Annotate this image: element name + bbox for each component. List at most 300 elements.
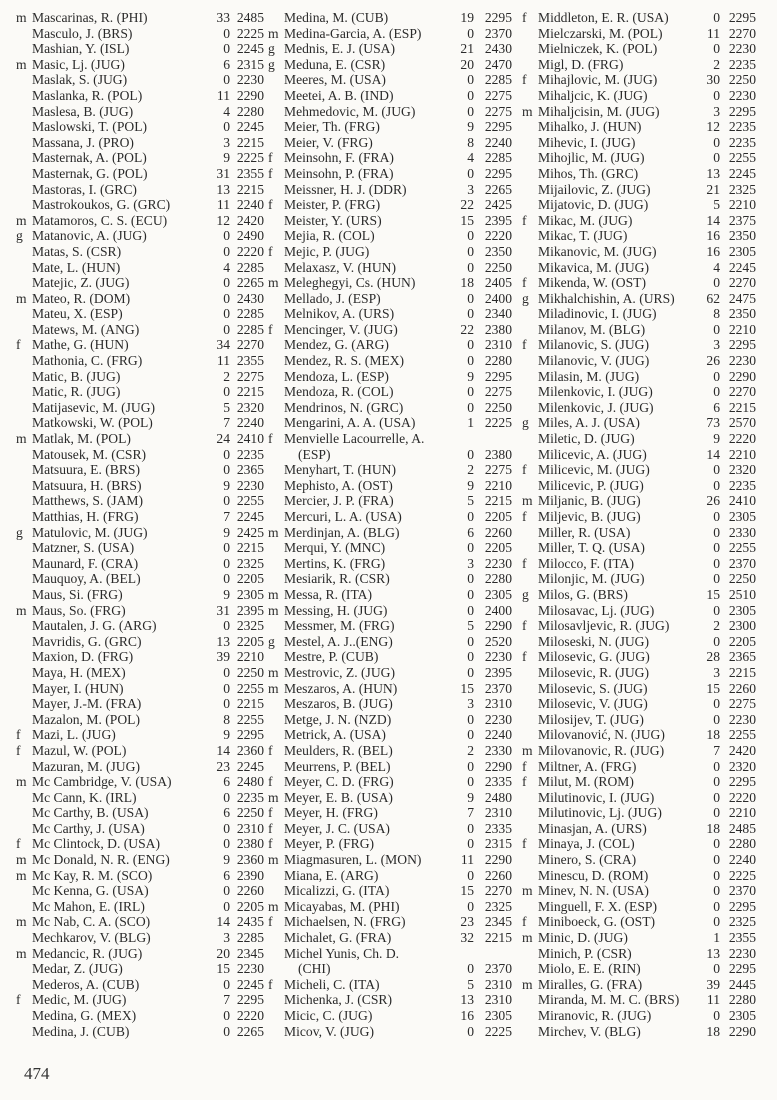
- player-entry: [268, 930, 512, 946]
- player-name: Mestrovic, Z. (JUG): [284, 664, 395, 680]
- rating-value: 2280: [728, 992, 756, 1008]
- player-entry: [268, 1008, 512, 1024]
- title-prefix: m: [16, 56, 27, 72]
- games-count: 39: [706, 976, 720, 992]
- games-count: 18: [706, 727, 720, 743]
- rating-value: 2295: [728, 10, 756, 25]
- player-name: Masculo, J. (BRS): [32, 25, 133, 41]
- player-name: Miranda, M. M. C. (BRS): [538, 992, 680, 1008]
- player-name: Merqui, Y. (MNC): [284, 540, 386, 556]
- title-prefix: f: [268, 321, 273, 337]
- rating-value: 2380: [484, 321, 512, 337]
- player-entry: [522, 727, 762, 743]
- player-entry: [16, 181, 264, 198]
- player-entry: [522, 571, 762, 587]
- games-count: 0: [467, 72, 474, 88]
- games-count: 14: [216, 742, 230, 758]
- player-name: Milicevic, A. (JUG): [538, 446, 647, 462]
- rating-value: 2285: [236, 259, 264, 275]
- games-count: 11: [216, 353, 230, 369]
- player-name: Miagmasuren, L. (MON): [284, 852, 422, 868]
- rating-value: 2230: [484, 649, 512, 665]
- rating-value: 2370: [484, 25, 512, 41]
- rating-value: 2215: [236, 696, 264, 712]
- games-count: 0: [713, 275, 720, 291]
- player-name: Meeres, M. (USA): [284, 72, 386, 88]
- rating-value: 2215: [484, 930, 512, 946]
- player-name: Maus, So. (FRG): [32, 602, 126, 618]
- player-name: Meduna, E. (CSR): [284, 56, 386, 72]
- player-name: Medar, Z. (JUG): [32, 961, 123, 977]
- player-entry: [16, 72, 264, 88]
- title-prefix: f: [268, 165, 273, 181]
- player-entry: [16, 1008, 264, 1024]
- rating-value: 2325: [236, 618, 264, 634]
- player-name: Maya, H. (MEX): [32, 664, 126, 680]
- player-name: Medina, J. (CUB): [32, 1023, 130, 1039]
- rating-value: 2225: [484, 1023, 512, 1039]
- player-name: Mikhalchishin, A. (URS): [538, 290, 675, 306]
- player-entry: [522, 1008, 762, 1024]
- player-entry: [268, 244, 512, 260]
- title-prefix: g: [16, 228, 23, 244]
- rating-value: 2350: [728, 228, 756, 244]
- games-count: 9: [223, 477, 230, 493]
- games-count: 22: [460, 197, 474, 213]
- rating-value: 2270: [236, 337, 264, 353]
- games-count: 19: [460, 10, 474, 25]
- player-name: Mielczarski, M. (POL): [538, 25, 663, 41]
- games-count: 0: [713, 384, 720, 400]
- player-entry: [268, 431, 512, 462]
- games-count: 0: [467, 836, 474, 852]
- player-entry: [16, 711, 264, 728]
- player-entry: [16, 758, 264, 775]
- player-entry: [268, 603, 512, 619]
- rating-value: 2230: [484, 711, 512, 727]
- player-entry: [16, 228, 264, 244]
- player-entry: [268, 384, 512, 400]
- player-name: Mathonia, C. (FRG): [32, 353, 143, 369]
- games-count: 0: [223, 41, 230, 57]
- title-prefix: m: [268, 898, 279, 914]
- title-prefix: f: [268, 774, 273, 790]
- title-prefix: m: [522, 742, 533, 758]
- player-name: Mayer, J.-M. (FRA): [32, 696, 142, 712]
- games-count: 6: [223, 805, 230, 821]
- games-count: 13: [706, 165, 720, 181]
- player-entry: [522, 649, 762, 665]
- player-name: Mestre, P. (CUB): [284, 649, 379, 665]
- player-entry: [268, 337, 512, 353]
- title-prefix: m: [268, 602, 279, 618]
- games-count: 0: [713, 774, 720, 790]
- player-entry: [268, 618, 512, 634]
- rating-value: 2320: [728, 462, 756, 478]
- rating-value: 2305: [728, 243, 756, 259]
- player-name: Mederos, A. (CUB): [32, 976, 140, 992]
- player-entry: [16, 243, 264, 260]
- player-entry: [16, 399, 264, 416]
- title-prefix: g: [268, 633, 275, 649]
- games-count: 0: [467, 586, 474, 602]
- games-count: 6: [223, 774, 230, 790]
- rating-value: 2255: [236, 680, 264, 696]
- games-count: 0: [467, 306, 474, 322]
- title-prefix: m: [522, 103, 533, 119]
- rating-value: 2410: [236, 431, 264, 447]
- title-prefix: f: [16, 727, 21, 743]
- games-count: 0: [713, 867, 720, 883]
- rating-value: 2245: [236, 41, 264, 57]
- games-count: 0: [223, 820, 230, 836]
- rating-value: 2205: [728, 633, 756, 649]
- rating-value: 2235: [236, 789, 264, 805]
- rating-value: 2205: [236, 633, 264, 649]
- title-prefix: f: [522, 462, 527, 478]
- player-entry: [522, 88, 762, 104]
- player-entry: [268, 353, 512, 369]
- player-name: Mejia, R. (COL): [284, 228, 375, 244]
- games-count: 0: [713, 477, 720, 493]
- rating-value: 2260: [236, 883, 264, 899]
- player-name: Meurrens, P. (BEL): [284, 758, 391, 774]
- games-count: 0: [713, 41, 720, 57]
- games-count: 3: [467, 696, 474, 712]
- games-count: 0: [713, 914, 720, 930]
- player-name: Milovanović, N. (JUG): [538, 727, 665, 743]
- player-entry: [268, 182, 512, 198]
- games-count: 0: [467, 602, 474, 618]
- player-entry: [522, 696, 762, 712]
- player-entry: [268, 306, 512, 322]
- rating-value: 2285: [236, 930, 264, 946]
- rating-value: 2510: [728, 586, 756, 602]
- title-prefix: f: [268, 742, 273, 758]
- player-entry: [16, 384, 264, 400]
- rating-value: 2215: [484, 493, 512, 509]
- player-entry: [16, 306, 264, 322]
- player-entry: [522, 291, 762, 307]
- rating-value: 2345: [236, 945, 264, 961]
- games-count: 7: [467, 805, 474, 821]
- games-count: 16: [706, 228, 720, 244]
- rating-value: 2355: [236, 165, 264, 181]
- games-count: 0: [223, 540, 230, 556]
- rating-value: 2480: [236, 774, 264, 790]
- player-entry: [16, 10, 264, 26]
- rating-value: 2430: [484, 41, 512, 57]
- rating-value: 2305: [236, 586, 264, 602]
- rating-value: 2365: [236, 462, 264, 478]
- rating-value: 2230: [728, 87, 756, 103]
- rating-value: 2210: [728, 446, 756, 462]
- games-count: 0: [713, 462, 720, 478]
- rating-value: 2265: [484, 181, 512, 197]
- player-entry: [268, 852, 512, 868]
- player-name: Milocco, F. (ITA): [538, 555, 634, 571]
- games-count: 0: [713, 524, 720, 540]
- title-prefix: m: [522, 883, 533, 899]
- player-name: Mejic, P. (JUG): [284, 243, 370, 259]
- player-name: Medina, G. (MEX): [32, 1008, 137, 1023]
- title-prefix: m: [268, 524, 279, 540]
- games-count: 2: [223, 368, 230, 384]
- rating-value: 2230: [728, 41, 756, 57]
- player-name: Milosevic, R. (JUG): [538, 664, 650, 680]
- player-entry: [268, 88, 512, 104]
- rating-value: 2330: [728, 524, 756, 540]
- player-name: Meleghegyi, Cs. (HUN): [284, 275, 416, 291]
- rating-value: 2215: [236, 384, 264, 400]
- games-count: 0: [713, 10, 720, 25]
- rating-value: 2245: [236, 509, 264, 524]
- player-entry: [522, 275, 762, 291]
- games-count: 21: [460, 41, 474, 57]
- title-prefix: g: [268, 41, 275, 57]
- games-count: 0: [713, 1008, 720, 1023]
- rating-value: 2245: [728, 259, 756, 275]
- rating-value: 2220: [484, 228, 512, 244]
- title-prefix: m: [16, 852, 27, 868]
- player-entry: [522, 665, 762, 681]
- player-entry: [268, 883, 512, 899]
- title-prefix: m: [16, 945, 27, 961]
- rating-value: 2210: [728, 805, 756, 821]
- games-count: 23: [460, 914, 474, 930]
- games-count: 9: [713, 431, 720, 447]
- games-count: 0: [467, 509, 474, 524]
- games-count: 9: [223, 150, 230, 166]
- player-entry: [268, 571, 512, 587]
- player-entry: [16, 930, 264, 946]
- player-entry: [16, 742, 264, 759]
- title-prefix: f: [268, 150, 273, 166]
- player-name: Mikanovic, M. (JUG): [538, 243, 657, 259]
- player-name: Medic, M. (JUG): [32, 992, 127, 1008]
- title-prefix: f: [522, 10, 527, 25]
- player-name: Milicevic, M. (JUG): [538, 462, 650, 478]
- games-count: 8: [223, 711, 230, 727]
- player-name: Milosevic, G. (JUG): [538, 649, 650, 665]
- player-name: Meyer, E. B. (USA): [284, 789, 393, 805]
- rating-value: 2370: [484, 680, 512, 696]
- player-name: Matsuura, E. (BRS): [32, 462, 140, 478]
- player-entry: [16, 368, 264, 385]
- games-count: 20: [216, 945, 230, 961]
- player-entry: [522, 322, 762, 338]
- player-entry: [522, 337, 762, 353]
- title-prefix: g: [522, 415, 529, 431]
- player-entry: [522, 805, 762, 821]
- player-name: Mellado, J. (ESP): [284, 290, 381, 306]
- games-count: 7: [223, 992, 230, 1008]
- player-entry: [16, 477, 264, 494]
- player-entry: [522, 447, 762, 463]
- games-count: 5: [467, 976, 474, 992]
- player-name: Metge, J. N. (NZD): [284, 711, 392, 727]
- rating-value: 2335: [484, 774, 512, 790]
- player-entry: [268, 774, 512, 790]
- player-name: Maslesa, B. (JUG): [32, 103, 134, 119]
- player-entry: [268, 291, 512, 307]
- player-name: Mc Mahon, E. (IRL): [32, 898, 145, 914]
- player-name: Mendoza, R. (COL): [284, 384, 394, 400]
- games-count: 0: [467, 540, 474, 556]
- games-count: 0: [713, 789, 720, 805]
- rating-value: 2265: [236, 275, 264, 291]
- player-entry: [16, 727, 264, 743]
- games-count: 0: [467, 384, 474, 400]
- player-name: Mihojlic, M. (JUG): [538, 150, 645, 166]
- rating-value: 2240: [484, 727, 512, 743]
- player-entry: [268, 992, 512, 1008]
- player-entry: [268, 587, 512, 603]
- rating-value: 2390: [236, 867, 264, 883]
- player-entry: [522, 821, 762, 837]
- rating-value: 2270: [728, 275, 756, 291]
- rating-value: 2255: [728, 727, 756, 743]
- games-count: 0: [223, 836, 230, 852]
- rating-value: 2305: [484, 586, 512, 602]
- player-entry: [16, 446, 264, 463]
- player-entry: [522, 182, 762, 198]
- player-name: Messa, R. (ITA): [284, 586, 373, 602]
- rating-value: 2310: [236, 820, 264, 836]
- player-entry: [522, 930, 762, 946]
- player-name: Minaya, J. (COL): [538, 836, 635, 852]
- player-entry: [522, 10, 762, 26]
- games-count: 0: [467, 243, 474, 259]
- games-count: 0: [223, 306, 230, 322]
- games-count: 0: [467, 259, 474, 275]
- title-prefix: f: [268, 197, 273, 213]
- player-entry: [16, 945, 264, 962]
- player-name: Migl, D. (FRG): [538, 56, 624, 72]
- player-name: Meinsohn, P. (FRA): [284, 165, 394, 181]
- rating-value: 2310: [484, 696, 512, 712]
- rating-value: 2295: [484, 368, 512, 384]
- player-entry: [16, 337, 264, 353]
- player-entry: [522, 493, 762, 509]
- player-entry: [522, 899, 762, 915]
- games-count: 0: [223, 571, 230, 587]
- player-name: Minero, S. (CRA): [538, 852, 637, 868]
- games-count: 7: [223, 509, 230, 524]
- rating-value: 2285: [484, 72, 512, 88]
- player-name: Meister, Y. (URS): [284, 212, 382, 228]
- games-count: 20: [460, 56, 474, 72]
- rating-value: 2225: [728, 867, 756, 883]
- player-entry: [522, 946, 762, 962]
- rating-value: 2230: [728, 353, 756, 369]
- games-count: 4: [713, 259, 720, 275]
- player-entry: [268, 914, 512, 930]
- player-entry: [268, 104, 512, 120]
- player-entry: [16, 664, 264, 681]
- games-count: 0: [713, 509, 720, 524]
- rating-value: 2275: [728, 696, 756, 712]
- player-entry: [16, 602, 264, 619]
- player-name: Miljevic, B. (JUG): [538, 509, 641, 524]
- player-name: Matousek, M. (CSR): [32, 446, 147, 462]
- games-count: 3: [713, 103, 720, 119]
- player-name: Mencinger, V. (JUG): [284, 321, 398, 337]
- player-column-1: [16, 10, 264, 1039]
- player-name: Meyer, H. (FRG): [284, 805, 378, 821]
- player-entry: [268, 260, 512, 276]
- games-count: 0: [713, 852, 720, 868]
- rating-value: 2445: [728, 976, 756, 992]
- games-count: 0: [713, 602, 720, 618]
- rating-value: 2310: [484, 992, 512, 1008]
- player-entry: [16, 493, 264, 509]
- player-entry: [268, 72, 512, 88]
- player-entry: [522, 431, 762, 447]
- rating-value: 2425: [484, 197, 512, 213]
- games-count: 0: [223, 462, 230, 478]
- games-count: 0: [713, 836, 720, 852]
- rating-value: 2210: [728, 197, 756, 213]
- player-entry: [16, 820, 264, 837]
- player-name: Mastrokoukos, G. (GRC): [32, 197, 171, 213]
- rating-value: 2255: [728, 150, 756, 166]
- player-entry: [268, 540, 512, 556]
- title-prefix: f: [522, 555, 527, 571]
- player-name: Milonjic, M. (JUG): [538, 571, 645, 587]
- rating-value: 2275: [484, 462, 512, 478]
- title-prefix: m: [16, 290, 27, 306]
- rating-value: 2295: [484, 119, 512, 135]
- player-entry: [522, 244, 762, 260]
- player-name: Michel Yunis, Ch. D.: [284, 945, 400, 961]
- player-name: Mihevic, I. (JUG): [538, 134, 636, 150]
- games-count: 0: [467, 165, 474, 181]
- player-entry: [16, 275, 264, 291]
- player-name: Milasin, M. (JUG): [538, 368, 640, 384]
- player-entry: [268, 415, 512, 431]
- games-count: 28: [706, 649, 720, 665]
- player-name: Messing, H. (JUG): [284, 602, 388, 618]
- player-name: Milos, G. (BRS): [538, 586, 628, 602]
- player-name: Meyer, J. C. (USA): [284, 820, 390, 836]
- player-entry: [16, 134, 264, 151]
- games-count: 11: [460, 852, 474, 868]
- player-name: Mertins, K. (FRG): [284, 555, 386, 571]
- rating-value: 2205: [236, 898, 264, 914]
- rating-value: 2220: [236, 1008, 264, 1023]
- player-entry: [268, 712, 512, 728]
- rating-value: 2260: [728, 680, 756, 696]
- player-name: Mashian, Y. (ISL): [32, 41, 130, 57]
- rating-value: 2380: [484, 446, 512, 462]
- player-entry: [16, 852, 264, 868]
- player-entry: [268, 805, 512, 821]
- player-entry: [16, 805, 264, 821]
- rating-value: 2275: [484, 103, 512, 119]
- player-name: Mihos, Th. (GRC): [538, 165, 639, 181]
- games-count: 0: [713, 87, 720, 103]
- rating-value: 2405: [484, 275, 512, 291]
- rating-value: 2520: [484, 633, 512, 649]
- player-name: Matic, B. (JUG): [32, 368, 121, 384]
- rating-value: 2220: [236, 243, 264, 259]
- rating-value: 2290: [236, 87, 264, 103]
- title-prefix: f: [522, 836, 527, 852]
- title-prefix: g: [268, 56, 275, 72]
- player-entry: [16, 540, 264, 556]
- rating-value: 2215: [236, 134, 264, 150]
